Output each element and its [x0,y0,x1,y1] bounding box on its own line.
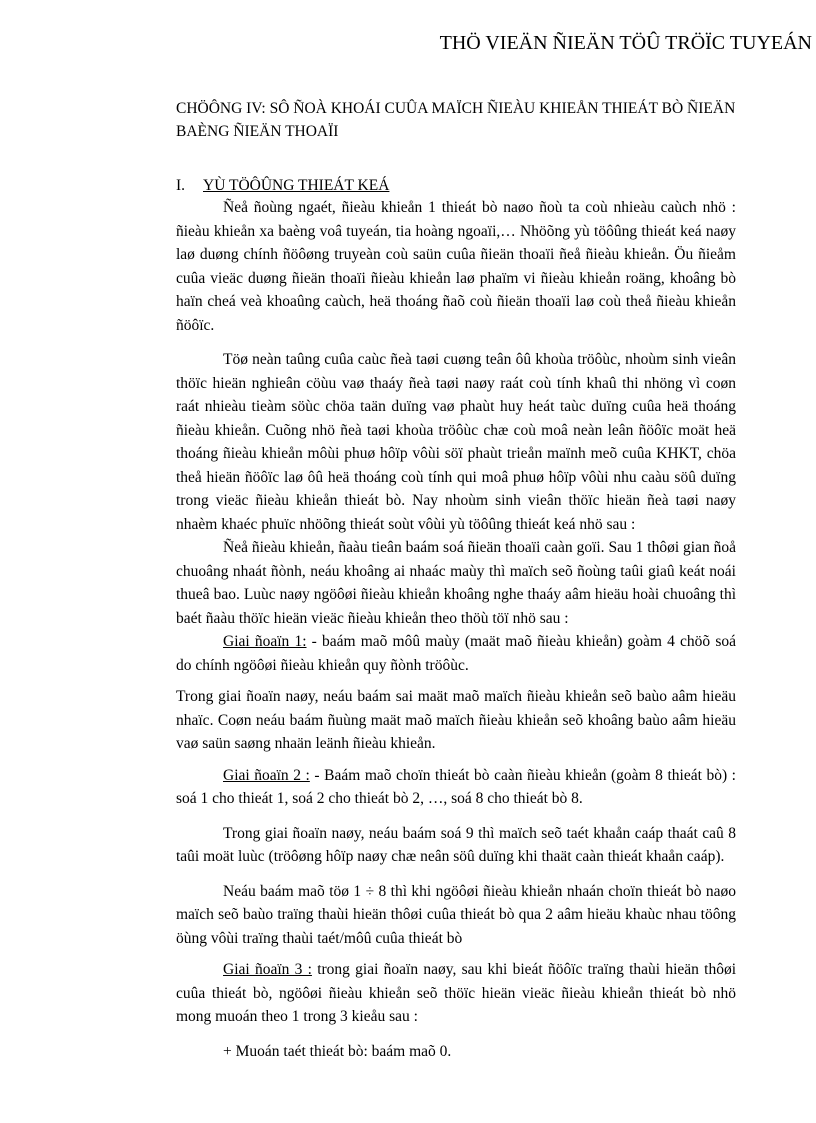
section-number: I. [176,177,186,194]
phase-2-label: Giai ñoaïn 2 : [223,766,310,784]
section-title: YÙ TÖÔÛNG THIEÁT KEÁ [203,177,390,194]
paragraph-6 [176,764,736,811]
paragraph-10: + Muoán taét thieát bò: baám maõ 0. [223,1042,452,1060]
paragraph-7: Trong giai ñoaïn naøy, neáu baám soá 9 thì maïch seõ taét khaån caáp thaát caû 8 taûi moät luùc (tröôøng hôïp naøy chæ neân söû duïng khi thaät caàn thieát khaån caáp). [176,824,736,865]
chapter-title: CHÖÔNG IV: SÔ ÑOÀ KHOÁI CUÛA MAÏCH ÑIEÀU KHIEÅN THIEÁT BÒ ÑIEÄN BAÈNG ÑIEÄN THOAÏI [176,100,736,140]
page-header: THÖ VIEÄN ÑIEÄN TÖÛ TRÖÏC TUYEÁN [439,32,812,54]
section-heading [176,175,389,196]
paragraph-4 [176,630,736,677]
paragraph-8: Neáu baám maõ töø 1 ÷ 8 thì khi ngöôøi ñieàu khieån nhaán choïn thieát bò naøo maïch seõ baùo traïng thaùi hieän thôøi cuûa thieát bò qua 2 aâm hieäu khaùc nhau töông öùng vôùi traïng thaùi taét/môû cuûa thieát bò [176,882,736,947]
paragraph-3: Ñeå ñieàu khieån, ñaàu tieân baám soá ñieän thoaïi caàn goïi. Sau 1 thôøi gian ñoå chuoâng nhaát ñònh, neáu khoâng ai nhaác maùy thì maïch seõ ñoùng taûi giaû keát noái thueâ bao. Luùc naøy ngöôøi ñieàu khieån khoâng nghe thaáy aâm hieäu hoài chuoâng thì baét ñaàu thöïc hieän vieäc ñieàu khieån theo thöù töï nhö sau : [176,539,736,627]
paragraph-1: Ñeå ñoùng ngaét, ñieàu khieån 1 thieát bò naøo ñoù ta coù nhieàu caùch nhö : ñieàu khieån xa baèng voâ tuyeán, tia hoàng ngoaïi,… Nhöõng yù töôûng thieát keá naøy laø duøng chính ñöôøng truyeàn coù saün cuûa ñieän thoaïi ñeå ñieàu khieån. Öu ñieåm cuûa vieäc duøng ñieän thoaïi ñieàu khieån laø phaïm vi ñieàu khieån roäng, khoâng bò haïn cheá veà khoaûng caùch, heä thoáng ñaõ coù ñieän thoaïi laø coù theå ñieàu khieån ñöôïc. [176,199,736,334]
document-body [176,196,736,1063]
phase-3-label: Giai ñoaïn 3 : [223,961,312,978]
phase-1-label: Giai ñoaïn 1: [223,633,307,650]
paragraph-2: Töø neàn taûng cuûa caùc ñeà taøi cuøng teân ôû khoùa tröôùc, nhoùm sinh vieân thöïc hieän nghieân cöùu vaø thaáy ñeà taøi naøy raát coù tính khaû thi nhöng vì coøn raát nhieàu tieàm söùc chöa taän duïng vaø phaùt huy heát taùc duïng cuûa heä thoáng ñieàu khieån. Cuõng nhö ñeà taøi khoùa tröôùc chæ coù moâ neàn leân ñöôïc moät heä thoáng ñieàu khieån môùi phuø hôïp vôùi söï phaùt trieån maïnh meõ cuûa KHKT, chöa theå hieän ñöôïc laø ôû heä thoáng coù tính qui moâ phuø hôïp vôùi nhu caàu söû duïng trong vieäc ñieàu khieån thieát bò. Nay nhoùm sinh vieân thöïc hieän ñeà taøi naøy nhaèm khaéc phuïc nhöõng thieát soùt vôùi yù töôûng thieát keá nhö sau : [176,351,736,533]
paragraph-9 [176,958,736,1029]
paragraph-5: Trong giai ñoaïn naøy, neáu baám sai maät maõ maïch ñieàu khieån seõ baùo aâm hieäu nhaïc. Coøn neáu baám ñuùng maät maõ maïch ñieàu khieån seõ khoâng baùo aâm hieäu vaø saün saøng nhaän leänh ñieàu khieån. [176,688,736,752]
phase-1-text: - baám maõ môû maùy (maät maõ ñieàu khieån) goàm 4 chöõ soá do chính ngöôøi ñieàu khieån quy ñònh tröôùc. [176,633,736,674]
phase-2-text: - Baám maõ choïn thieát bò caàn ñieàu khieån (goàm 8 thieát bò) : soá 1 cho thieát 1, soá 2 cho thieát bò 2, …, soá 8 cho thieát bò 8. [176,766,736,807]
phase-3-text: trong giai ñoaïn naøy, sau khi bieát ñöôïc traïng thaùi hieän thôøi cuûa thieát bò, ngöôøi ñieàu khieån seõ thöïc hieän vieäc ñieàu khieån thieát bò nhö mong muoán theo 1 trong 3 kieåu sau : [176,961,736,1025]
